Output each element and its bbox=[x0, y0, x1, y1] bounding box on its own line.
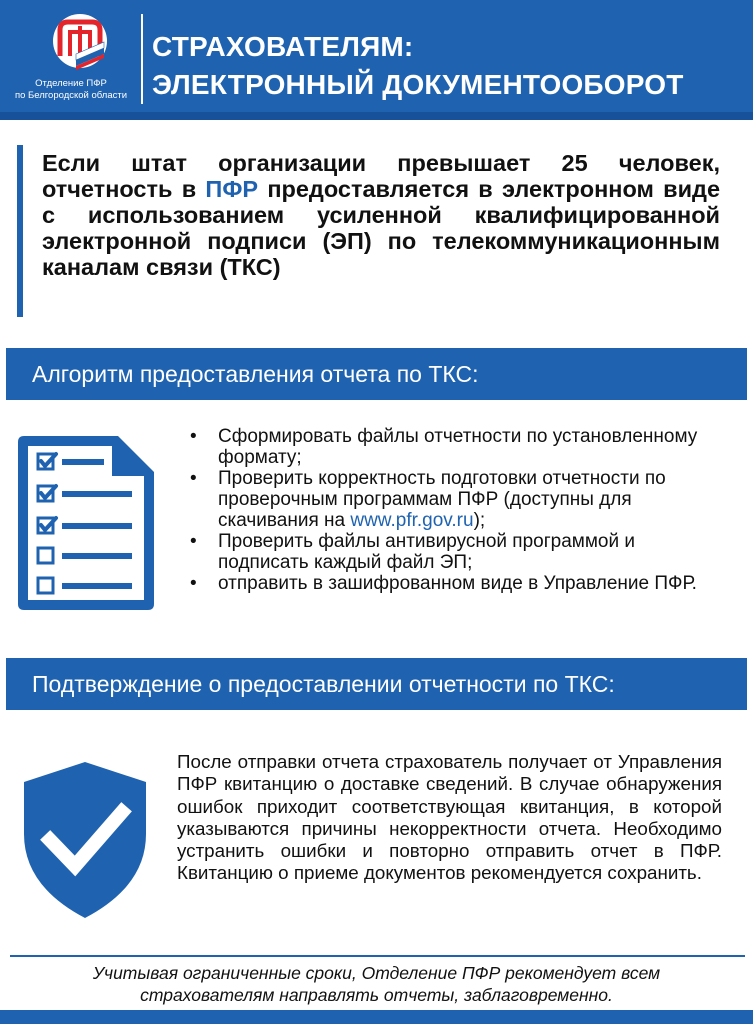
lead-paragraph bbox=[42, 150, 720, 280]
lead-highlight: ПФР bbox=[205, 176, 259, 202]
step-text: отправить в зашифрованном виде в Управление ПФР. bbox=[218, 573, 697, 594]
logo-caption-line2: по Белгородской области bbox=[14, 90, 128, 101]
lead-text-part1: Если штат организации превышает 25 человек, отчетность в bbox=[42, 150, 720, 202]
page-header bbox=[0, 0, 753, 120]
title-line1: СТРАХОВАТЕЛЯМ: bbox=[152, 31, 414, 62]
footer-note-line2: страхователям направлять отчеты, заблаговременно. bbox=[140, 985, 613, 1005]
header-shadow-band bbox=[0, 112, 753, 120]
footer-band bbox=[0, 1010, 753, 1024]
step-text-end: ); bbox=[473, 510, 486, 531]
step-text: Проверить файлы антивирусной программой и подписать каждый файл ЭП; bbox=[218, 531, 635, 573]
footer-note bbox=[20, 962, 733, 1006]
algorithm-heading: Алгоритм предоставления отчета по ТКС: bbox=[6, 348, 747, 400]
logo-caption bbox=[8, 78, 134, 102]
logo-block bbox=[8, 8, 134, 106]
pfr-site-link[interactable]: www.pfr.gov.ru bbox=[350, 510, 474, 531]
title-line2: ЭЛЕКТРОННЫЙ ДОКУМЕНТООБОРОТ bbox=[152, 69, 684, 100]
algorithm-steps-list bbox=[186, 426, 726, 594]
logo-caption-line1: Отделение ПФР bbox=[35, 78, 107, 89]
footer-note-line1: Учитывая ограниченные сроки, Отделение ПФР рекомендует всем bbox=[92, 963, 661, 983]
pfr-logo-icon bbox=[46, 12, 114, 70]
shield-check-icon bbox=[20, 760, 150, 920]
list-item bbox=[186, 573, 726, 594]
confirmation-heading: Подтверждение о предоставлении отчетности по ТКС: bbox=[6, 658, 747, 710]
step-text: Сформировать файлы отчетности по установленному формату; bbox=[218, 426, 698, 468]
confirmation-text: После отправки отчета страхователь получает от Управления ПФР квитанцию о доставке сведений. В случае обнаружения ошибок приходит соответствующая квитанция, в которой указываются причины некорректности отчета. Необходимо устранить ошибки и повторно отправить отчет в ПФР. Квитанцию о приеме документов рекомендуется сохранить. bbox=[177, 751, 722, 884]
header-divider bbox=[141, 14, 143, 104]
lead-accent-bar bbox=[17, 145, 23, 317]
list-item bbox=[186, 531, 726, 573]
footer-divider bbox=[10, 955, 745, 957]
step-text: Проверить корректность подготовки отчетности по проверочным программам ПФР (доступны для скачивания на bbox=[218, 468, 666, 531]
list-item bbox=[186, 426, 726, 468]
lead-text-part2: предоставляется в электронном виде с использованием усиленной квалифицированной электронной подписи (ЭП) по телекоммуникационным каналам связи (ТКС) bbox=[42, 176, 721, 280]
checklist-document-icon bbox=[14, 432, 158, 612]
list-item bbox=[186, 468, 726, 531]
page-title bbox=[152, 28, 684, 104]
